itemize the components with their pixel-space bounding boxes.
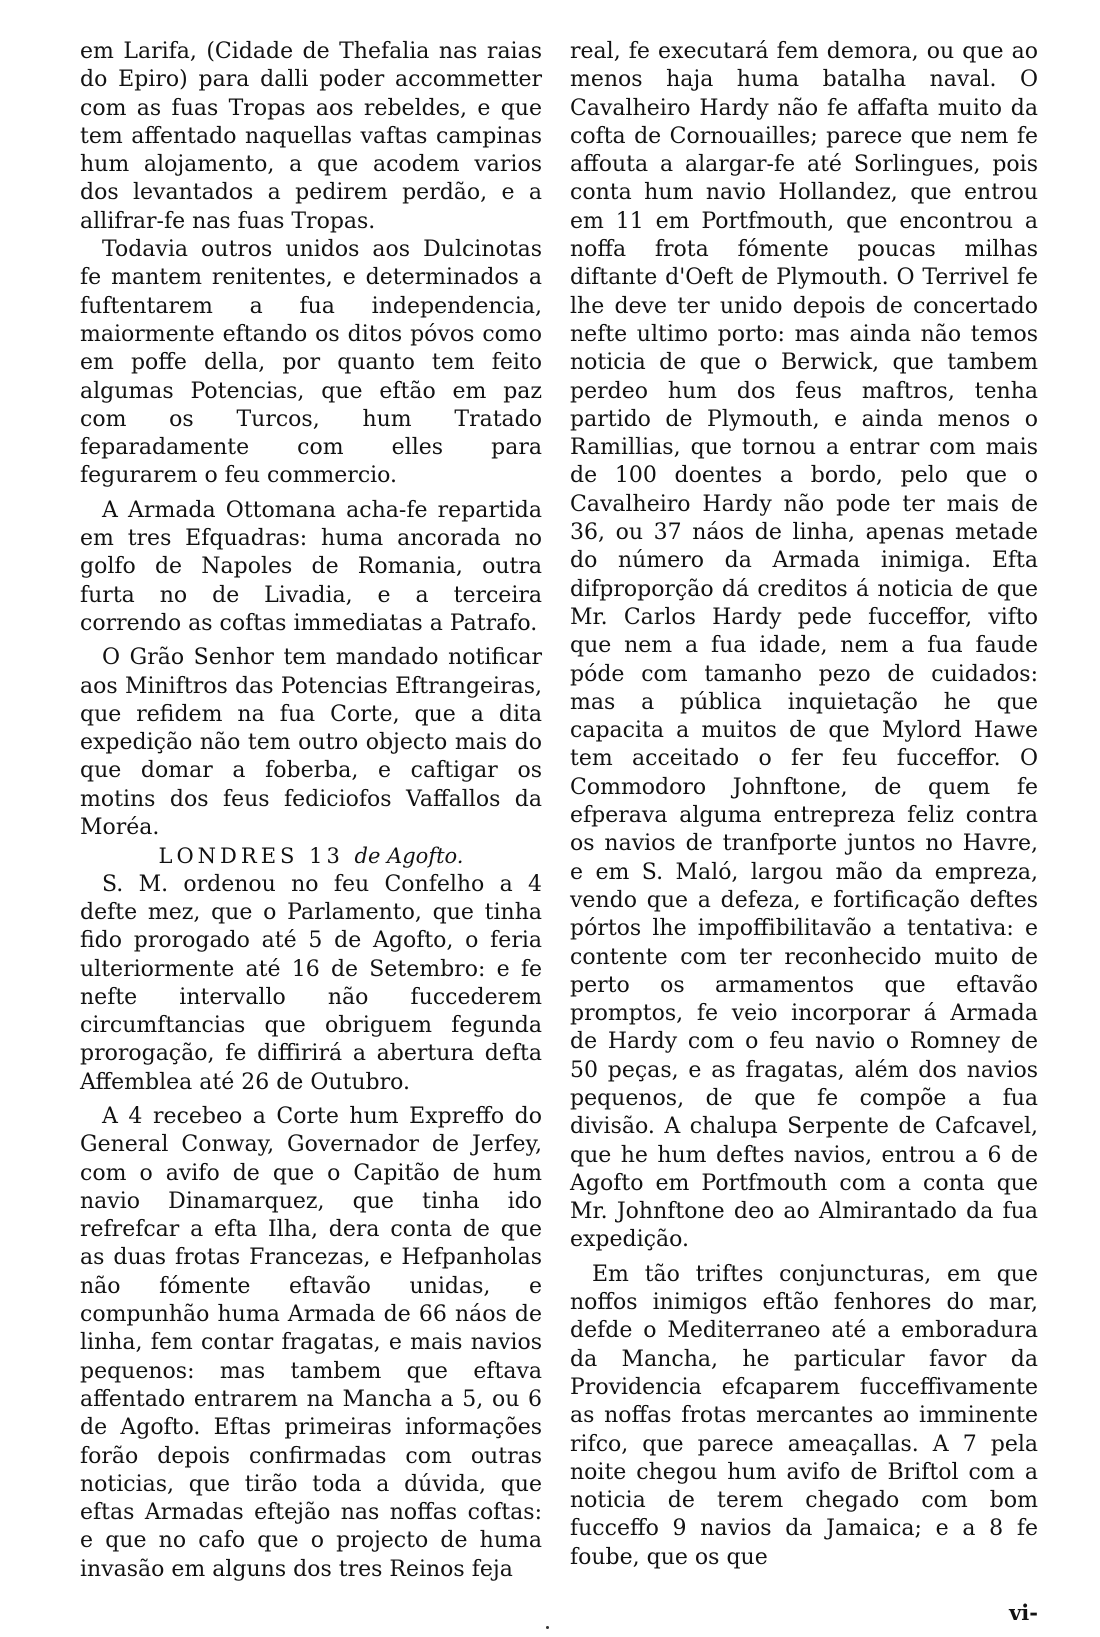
page-mark: [546, 1626, 549, 1629]
paragraph: A Armada Ottomana acha-fe repartida em tres Efquadras: huma ancorada no golfo de Napoles de Romania, outra furta no de Livadia, e a terceira correndo as coftas immediatas a Patrafo.: [80, 497, 542, 636]
paragraph: Todavia outros unidos aos Dulcinotas fe mantem renitentes, e determinados a fuftentarem a fua independencia, maiormente eftando os ditos póvos como em poffe della, por quanto tem feito algumas Potencias, que eftão em paz com os Turcos, hum Tratado feparadamente com elles para fegurarem o feu commercio.: [80, 237, 542, 489]
catchword: vi-: [1009, 1600, 1038, 1625]
paragraph: O Grão Senhor tem mandado notificar aos Miniftros das Potencias Eftrangeiras, que refidem na fua Corte, que a dita expedição não tem outro objecto mais do que domar a foberba, e caftigar os motins dos feus fediciofos Vaffallos da Moréa.: [80, 645, 542, 841]
paragraph: em Larifa, (Cidade de Thefalia nas raias do Epiro) para dalli poder accommetter com as fuas Tropas aos rebeldes, e que tem affentado naquellas vaftas campinas hum alojamento, a que acodem varios dos levantados a pedirem perdão, e a allifrar-fe nas fuas Tropas.: [80, 39, 542, 234]
dateline-city: LONDRES 13: [158, 844, 344, 869]
dateline-heading: [80, 842, 542, 870]
paragraph: real, fe executará fem demora, ou que ao menos haja huma batalha naval. O Cavalheiro Hardy não fe affafta muito da cofta de Cornouailles; parece que nem fe affouta a alargar-fe até Sorlingues, pois conta hum navio Hollandez, que entrou em 11 em Portfmouth, que encontrou a noffa frota fómente poucas milhas diftante d'Oeft de Plymouth. O Terrivel fe lhe deve ter unido depois de concertado nefte ultimo porto: mas ainda não temos noticia de que o Berwick, que tambem perdeo hum dos feus maftros, tenha partido de Plymouth, e ainda menos o Ramillias, que tornou a entrar com mais de 100 doentes a bordo, pelo que o Cavalheiro Hardy não pode ter mais de 36, ou 37 náos de linha, apenas metade do número da Armada inimiga. Efta difproporção dá creditos á noticia de que Mr. Carlos Hardy pede fucceffor, vifto que nem a fua idade, nem a fua faude póde com tamanho pezo de cuidados: mas a pública inquietação he que capacita a muitos de que Mylord Hawe tem acceitado o fer feu fucceffor. O Commodoro Johnftone, de quem fe efperava alguma entrepreza feliz contra os navios de tranfporte juntos no Havre, e em S. Maló, largou mão da empreza, vendo que a defeza, e fortificação deftes pórtos lhe impoffibilitavão a tentativa: e contente com ter reconhecido muito de perto os armamentos que eftavão promptos, fe veio incorporar á Armada de Hardy com o feu navio o Romney de 50 peças, e as fragatas, além dos navios pequenos, de que fe compõe a fua divisão. A chalupa Serpente de Cafcavel, que he hum deftes navios, entrou a 6 de Agofto em Portfmouth com a conta que Mr. Johnftone deo ao Almirantado da fua expedição.: [570, 39, 1038, 1253]
left-column: [80, 38, 542, 1584]
paragraph: A 4 recebeo a Corte hum Expreffo do General Conway, Governador de Jerfey, com o avifo de que o Capitão de hum navio Dinamarquez, que tinha ido refrefcar a efta Ilha, dera conta de que as duas frotas Francezas, e Hefpanholas não fómente eftavão unidas, e compunhão huma Armada de 66 náos de linha, fem contar fragatas, e mais navios pequenos: mas tambem que eftava affentado entrarem na Mancha a 5, ou 6 de Agofto. Eftas primeiras informações forão depois confirmadas com outras noticias, que tirão toda a dúvida, que eftas Armadas eftejão nas noffas coftas: e que no cafo que o projecto de huma invasão em alguns dos tres Reinos feja: [80, 1103, 542, 1582]
paragraph: Em tão triftes conjuncturas, em que noffos inimigos eftão fenhores do mar, defde o Mediterraneo até a emboradura da Mancha, he particular favor da Providencia efcaparem fucceffivamente as noffas frotas mercantes ao imminente rifco, que parece ameaçallas. A 7 pela noite chegou hum avifo de Briftol com a noticia de terem chegado com bom fucceffo 9 navios da Jamaica; e a 8 fe foube, que os que: [570, 1261, 1038, 1570]
paragraph: S. M. ordenou no feu Confelho a 4 defte mez, que o Parlamento, que tinha fido prorogado até 5 de Agofto, o feria ulteriormente até 16 de Setembro: e fe nefte intervallo não fuccederem circumftancias que obriguem fegunda prorogação, fe diffirirá a abertura defta Affemblea até 26 de Outubro.: [80, 871, 542, 1095]
dateline-date: de Agofto.: [354, 844, 464, 869]
right-column: [570, 38, 1038, 1572]
